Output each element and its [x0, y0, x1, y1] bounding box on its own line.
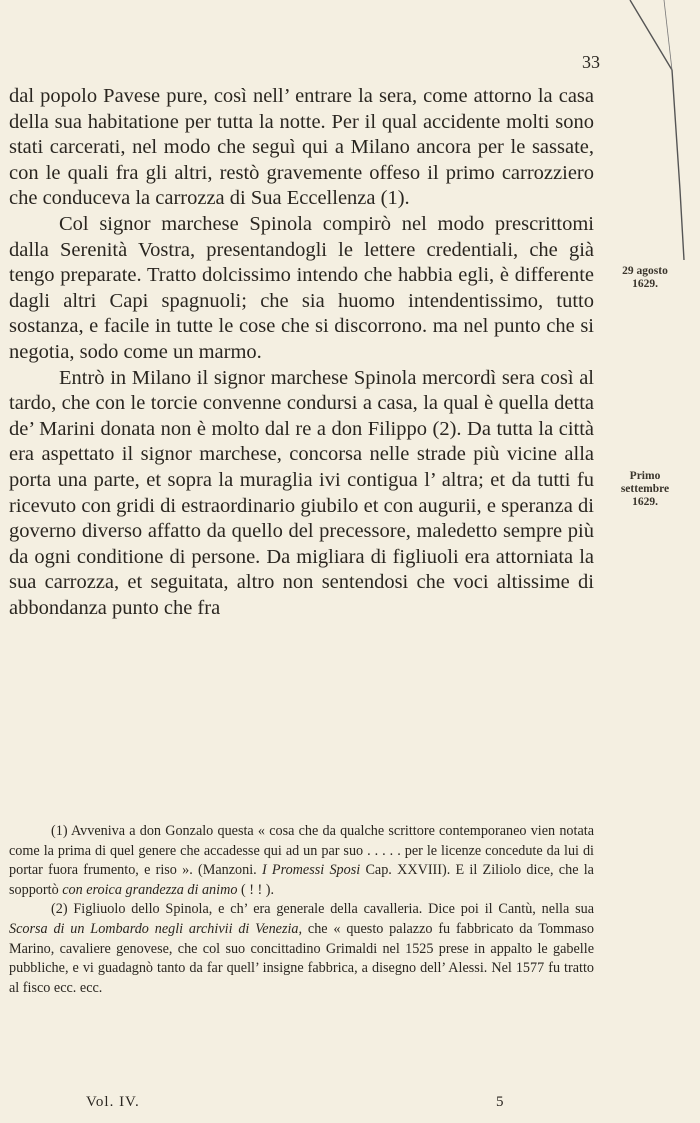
- main-text: [9, 84, 594, 621]
- signature-mark: 5: [496, 1094, 504, 1110]
- paragraph: Entrò in Milano il signor marchese Spinola mercordì sera così al tardo, che con le torcie convenne condursi a casa, la qual è quella detta de’ Marini donata non è molto dal re a don Filippo (2). Da tutta la città era aspettato il signor marchese, concorsa nelle strade più vicine alla porta una parte, et sopra la muraglia ivi contigua l’ altra; et da tutti fu ricevuto con gridi di estraordinario giubilo et con augurii, e speranza di governo diverso affatto da quello del precessore, maledetto sempre più da ogni conditione di persone. Da migliara di figliuoli era attorniata la sua carrozza, et seguitata, altro non sentendosi che voci altissime di abbondanza punto che fra: [9, 366, 594, 619]
- margin-note-date: 29 agosto 1629.: [622, 265, 668, 290]
- paragraph: Col signor marchese Spinola compirò nel modo prescrittomi dalla Serenità Vostra, presentandogli le lettere credentiali, che già tengo preparate. Tratto dolcissimo intendo che habbia egli, è differente dagli altri Capi spagnuoli; che sia huomo intendentissimo, tutto sostanza, e facile in tutte le cose che si discorrono. ma nel punto che si negotia, sodo come un marmo.: [9, 212, 594, 363]
- margin-note-date: Primo settembre 1629.: [620, 470, 670, 508]
- paragraph: dal popolo Pavese pure, così nell’ entrare la sera, come attorno la casa della sua habitatione per tutta la notte. Per il qual accidente molti sono stati carcerati, nel modo che seguì qui a Milano ancora per le sassate, con le quali fra gli altri, restò gravemente offeso il primo carrozziero che conduceva la carrozza di Sua Eccellenza (1).: [9, 85, 594, 210]
- volume-label: Vol. IV.: [86, 1094, 140, 1110]
- page-edge-shadow: [612, 0, 700, 260]
- page-number: 33: [582, 52, 600, 72]
- footnote-1: (1) Avveniva a don Gonzalo questa « cosa che da qualche scrittore contemporaneo vien notata come la prima di quel genere che accadesse qui ad un par suo . . . . . per le licenze concedute da lui di portar fuora frumento, e riso ». (Manzoni. I Promessi Sposi Cap. XXVIII). E il Ziliolo dice, che la sopportò con eroica grandezza di animo ( ! ! ).: [9, 823, 594, 898]
- footnotes: [9, 822, 594, 998]
- footnote-2: (2) Figliuolo dello Spinola, e ch’ era generale della cavalleria. Dice poi il Cantù, nella sua Scorsa di un Lombardo negli archivii di Venezia, che « questo palazzo fu fabbricato da Tommaso Marino, cavaliere genovese, che col suo concittadino Grimaldi nel 1525 prese in appalto le gabelle pubbliche, e vi guadagnò tanto da far quell’ insigne fabbrica, a disegno dell’ Alessi. Nel 1577 fu tratto al fisco ecc. ecc.: [9, 901, 594, 996]
